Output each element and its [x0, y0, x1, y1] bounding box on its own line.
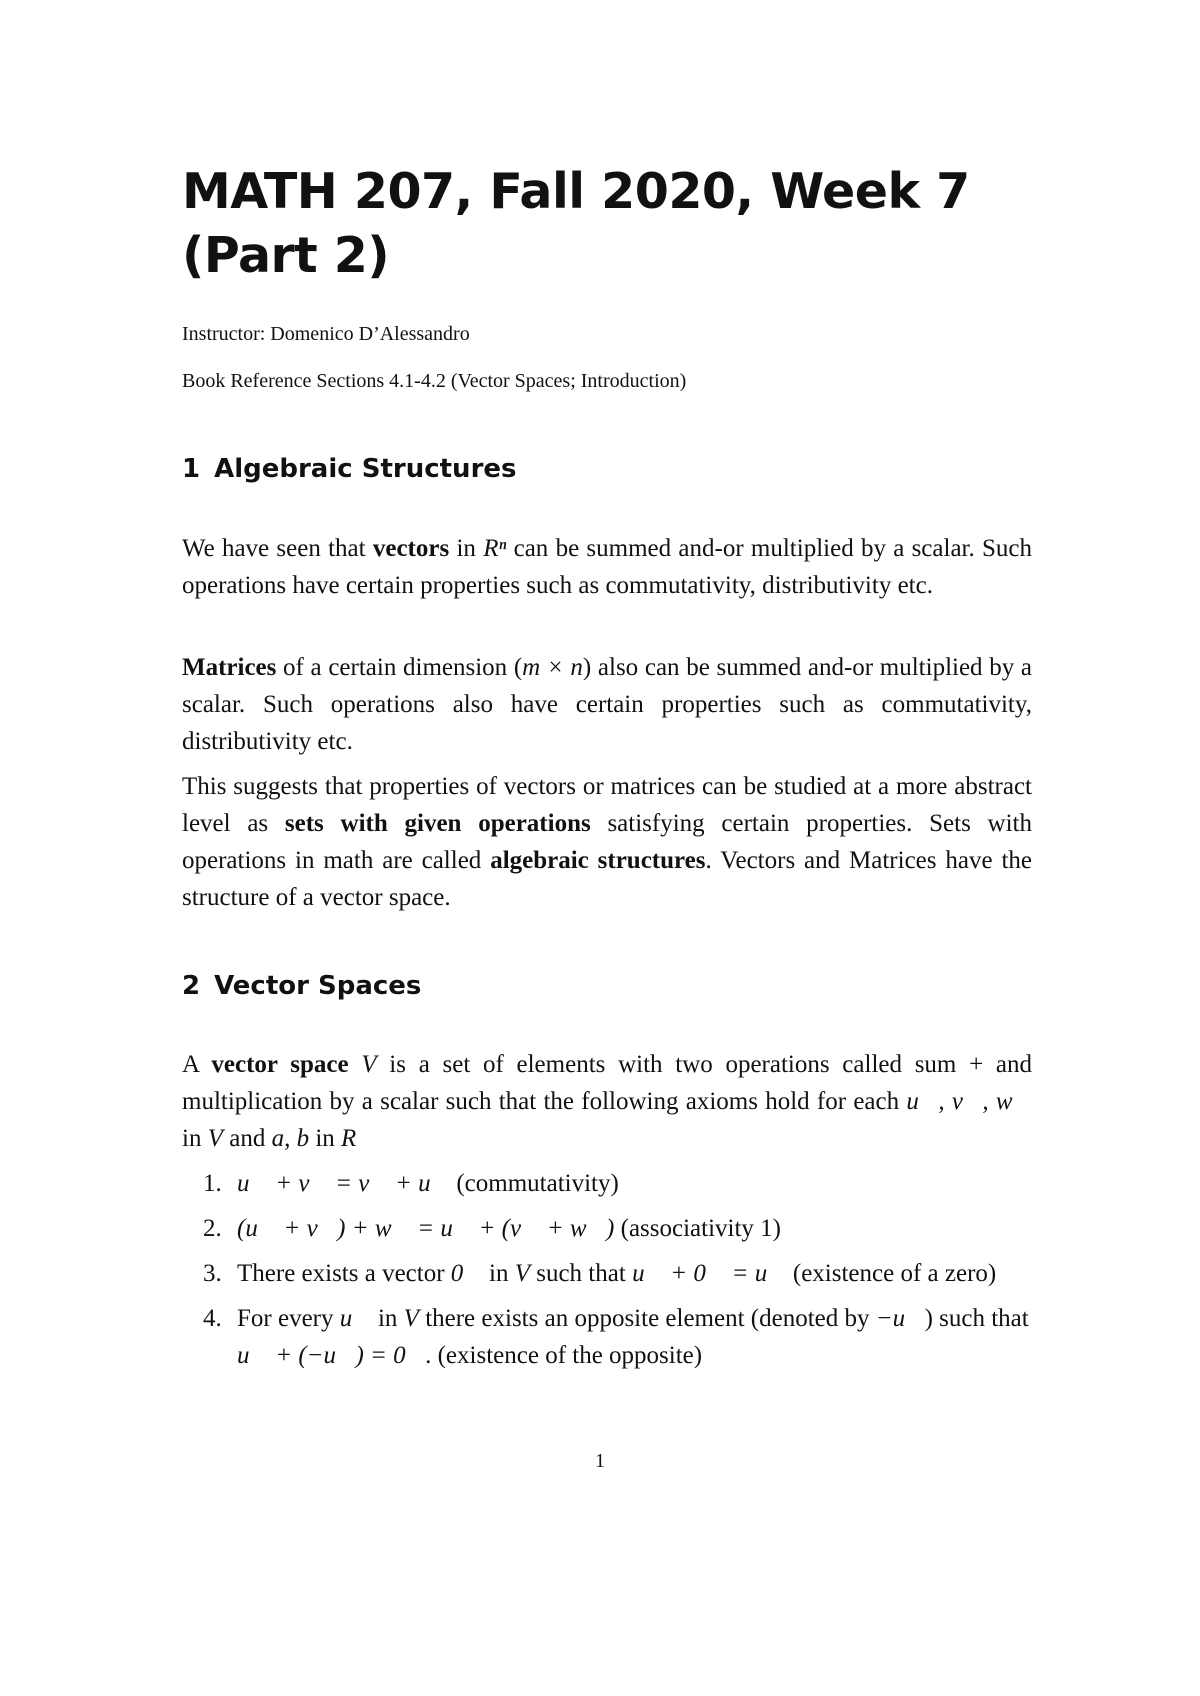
- text-run: in: [482, 1260, 515, 1287]
- document-title: MATH 207, Fall 2020, Week 7 (Part 2): [182, 163, 970, 284]
- text-run: in: [309, 1125, 342, 1152]
- paragraph-matrices: [182, 649, 1032, 760]
- page-number: 1: [595, 1450, 605, 1472]
- section-heading-algebraic-structures: [182, 454, 517, 484]
- text-run: there exists an opposite element (denoted by: [418, 1305, 876, 1332]
- text-run: of a certain dimension (: [276, 654, 523, 681]
- bold-term: Matrices: [182, 654, 277, 681]
- text-run: . Vectors and Matrices have the structure of a vector space.: [182, 847, 1032, 911]
- text-run: in: [371, 1305, 404, 1332]
- text-run: A: [182, 1051, 212, 1078]
- math-expression: u⃗: [339, 1305, 372, 1332]
- text-run: (commutativity): [450, 1170, 619, 1197]
- bold-term: algebraic structures: [490, 847, 706, 874]
- section-number: 1: [182, 454, 201, 484]
- instructor-line: Instructor: Domenico D’Alessandro: [182, 323, 470, 345]
- math-expression: R: [341, 1125, 357, 1152]
- math-expression: (u⃗ + v⃗) + w⃗ = u⃗ + (v⃗ + w⃗): [237, 1215, 615, 1242]
- text-run: There exists a vector: [237, 1260, 451, 1287]
- text-run: We have seen that: [182, 535, 373, 562]
- list-number: 3.: [203, 1260, 222, 1287]
- section-title: Algebraic Structures: [214, 454, 517, 484]
- paragraph-vector-space-definition: [182, 1046, 1032, 1157]
- paragraph-abstraction: [182, 768, 1032, 916]
- text-run: ) also can be summed and-or multiplied by a scalar. Such operations also have certain properties such as commutativity, distributivity etc.: [182, 654, 1032, 755]
- text-run: such that: [529, 1260, 633, 1287]
- text-run: This suggests that properties of vectors or matrices can be studied at a more abstract level as: [182, 773, 1032, 837]
- math-expression: −u⃗: [875, 1305, 925, 1332]
- text-run: satisfying certain properties. Sets with operations in math are called: [182, 810, 1032, 874]
- list-number: 1.: [203, 1170, 222, 1197]
- bold-term: sets with given operations: [284, 810, 591, 837]
- math-expression: V: [361, 1051, 377, 1078]
- text-run: in: [449, 535, 484, 562]
- math-expression: m × n: [522, 654, 583, 681]
- text-run: For every: [237, 1305, 340, 1332]
- text-run: is a set of elements with two operations called sum + and multiplication by a scalar such that the following axioms hold for each: [182, 1051, 1032, 1115]
- math-expression: Rⁿ: [483, 535, 507, 562]
- section-title: Vector Spaces: [214, 971, 422, 1001]
- list-item: [182, 1300, 1032, 1374]
- math-expression: u⃗ + v⃗ = v⃗ + u⃗: [237, 1170, 451, 1197]
- paragraph-vectors: [182, 530, 1032, 604]
- list-item: [182, 1210, 1032, 1247]
- text-run: . (existence of the opposite): [425, 1342, 703, 1369]
- text-run: [349, 1051, 362, 1078]
- section-number: 2: [182, 971, 201, 1001]
- list-number: 2.: [203, 1215, 222, 1242]
- math-expression: a, b: [271, 1125, 310, 1152]
- math-expression: u⃗ + (−u⃗) = 0⃗: [237, 1342, 426, 1369]
- math-expression: V: [207, 1125, 223, 1152]
- text-run: (associativity 1): [614, 1215, 782, 1242]
- axiom-list: [182, 1165, 1032, 1382]
- math-expression: u⃗, v⃗, w⃗: [906, 1088, 1032, 1115]
- bold-term: vectors: [372, 535, 450, 562]
- list-number: 4.: [203, 1305, 222, 1332]
- book-reference-line: Book Reference Sections 4.1-4.2 (Vector Spaces; Introduction): [182, 370, 687, 392]
- list-item: [182, 1255, 1032, 1292]
- math-expression: u⃗ + 0⃗ = u⃗: [632, 1260, 787, 1287]
- math-expression: 0⃗: [450, 1260, 483, 1287]
- section-heading-vector-spaces: [182, 971, 421, 1001]
- bold-term: vector space: [211, 1051, 349, 1078]
- text-run: (existence of a zero): [786, 1260, 997, 1287]
- text-run: and: [222, 1125, 272, 1152]
- list-item: [182, 1165, 1032, 1202]
- text-run: in: [182, 1125, 208, 1152]
- math-expression: V: [403, 1305, 419, 1332]
- text-run: can be summed and-or multiplied by a scalar. Such operations have certain properties such as commutativity, distributivity etc.: [182, 535, 1033, 599]
- text-run: ) such that: [924, 1305, 1029, 1332]
- math-expression: V: [514, 1260, 530, 1287]
